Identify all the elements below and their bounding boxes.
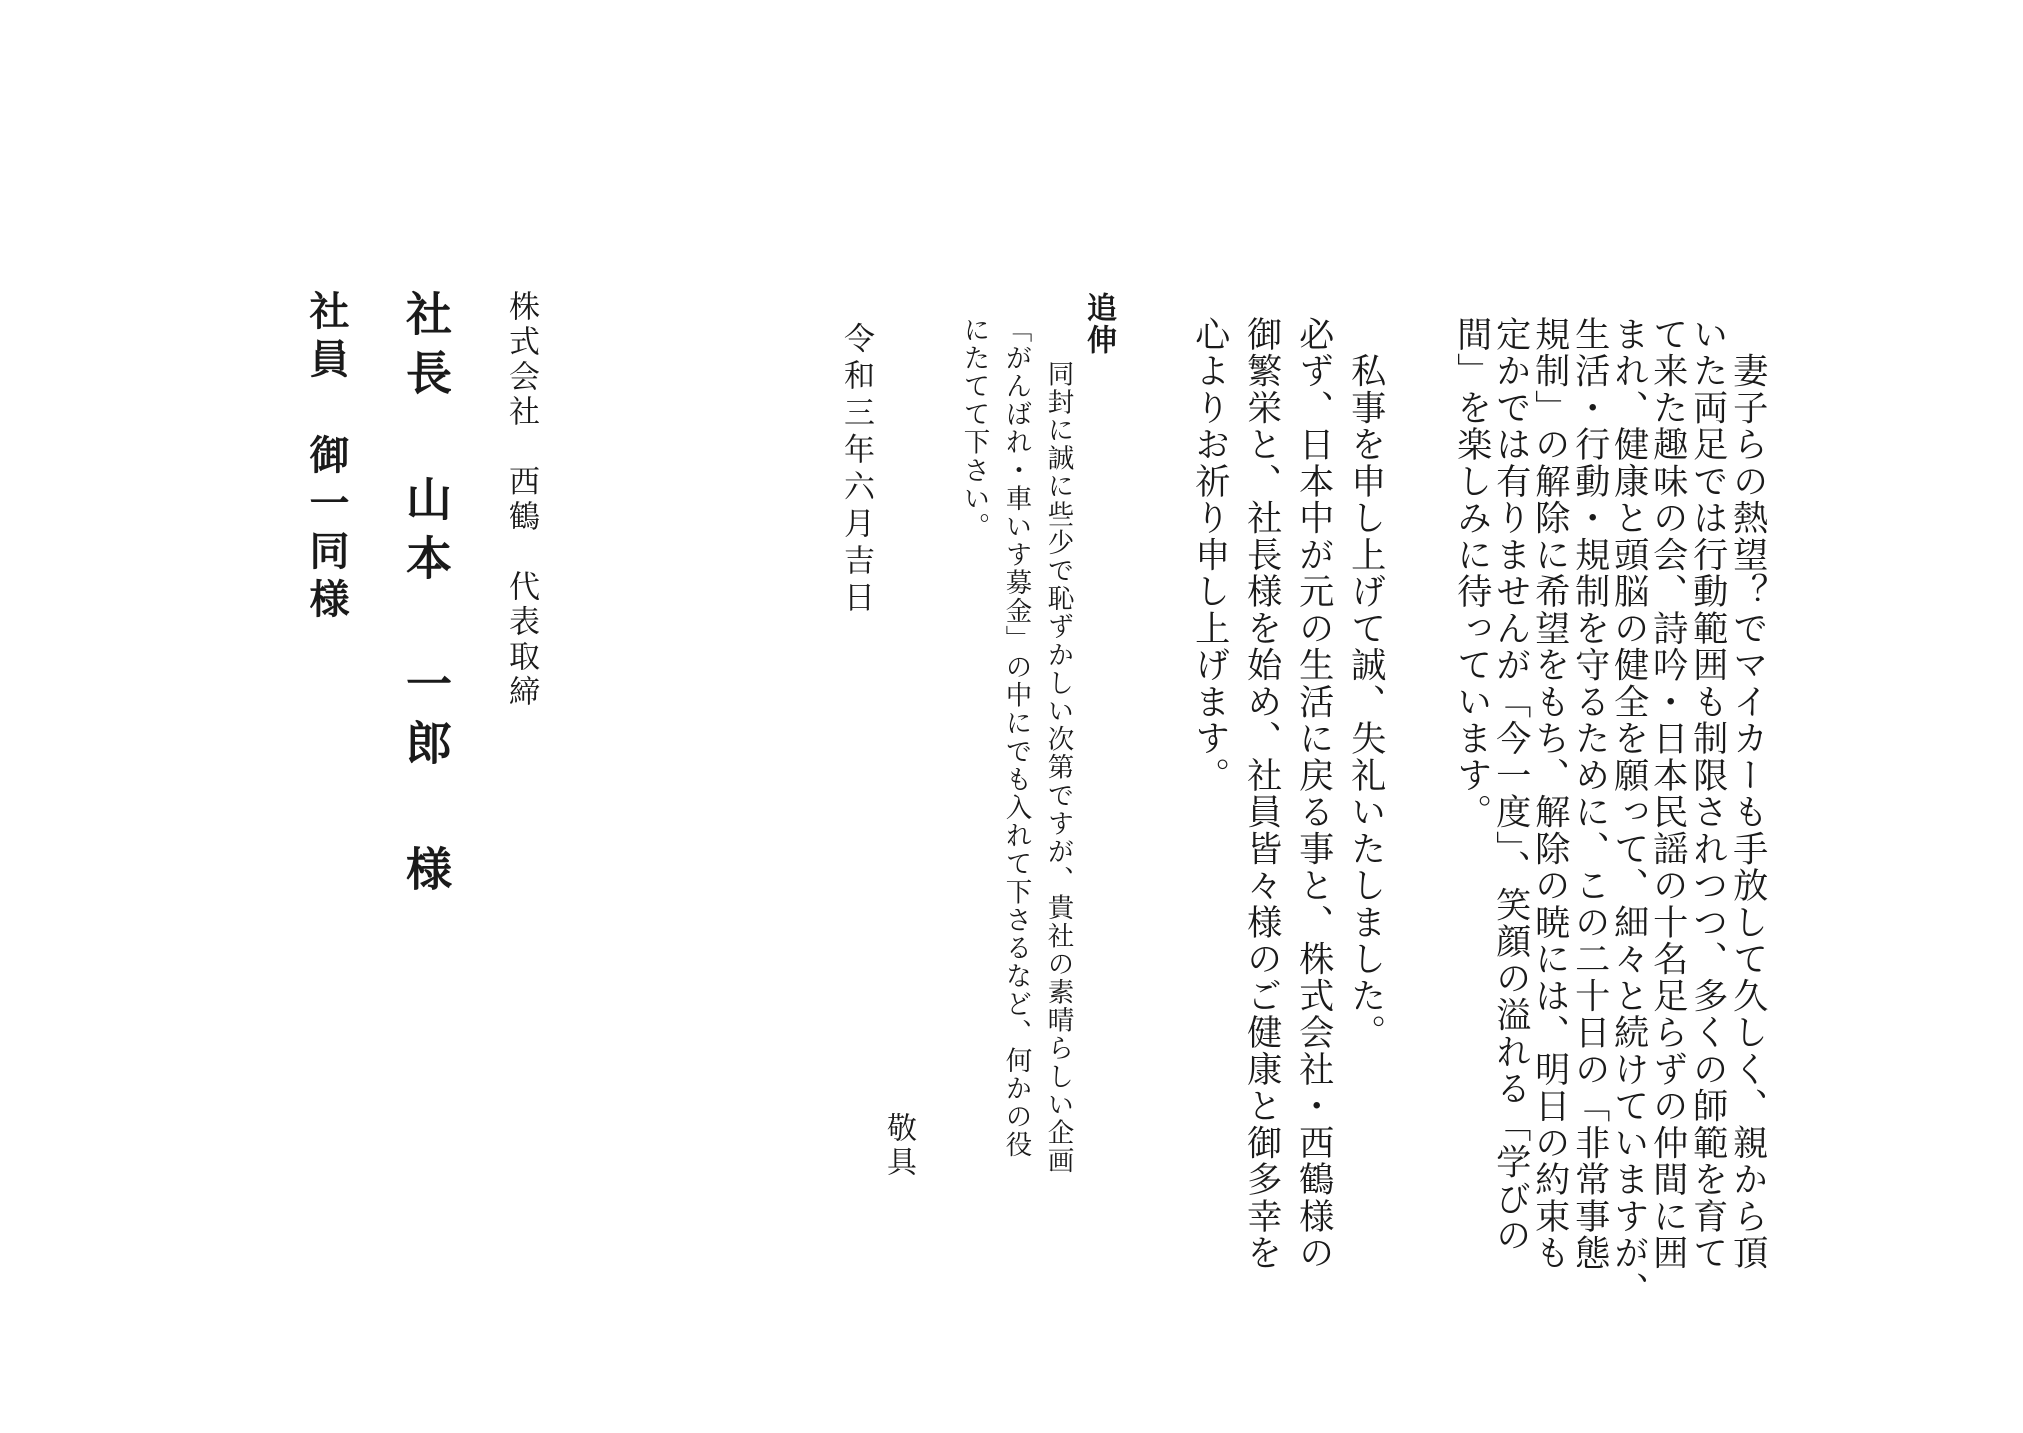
body-line-2: いた両足では行動範囲も制限されつつ、多くの師範を育て [1687,316,1729,1272]
postscript-line-1: 同封に誠に些少で恥ずかしい次第ですが、貴社の素晴らしい企画 [1042,360,1074,1175]
postscript-line-3: にたてて下さい。 [958,316,990,541]
closing-keigu: 敬具 [881,1112,916,1180]
recipient-staff: 社員 御一同様 [303,290,350,626]
postscript-line-2: 「がんばれ・車いす募金」の中にでも入れて下さるなど、何かの役 [1000,316,1032,1159]
body-line-9: 私事を申し上げて誠、失礼いたしました。 [1345,316,1387,1051]
body-line-1: 妻子らの熱望？でマイカーも手放して久しく、親から頂 [1727,316,1769,1272]
letter-date: 令和三年六月吉日 [838,322,874,618]
recipient-company: 株式会社 西鶴 代表取締 [503,290,539,710]
postscript-heading: 追伸 [1081,292,1116,356]
body-line-3: て来た趣味の会、詩吟・日本民謡の十名足らずの仲間に囲 [1647,316,1689,1272]
body-line-4: まれ、健康と頭脳の健全を願って、細々と続けていますが、 [1608,316,1650,1309]
body-line-7: 定かでは有りませんが「今一度」、笑顔の溢れる「学びの [1490,316,1532,1254]
body-line-12: 心よりお祈り申し上げます。 [1189,316,1231,794]
body-line-5: 生活・行動・規制を守るために、この二十日の「非常事態 [1569,316,1611,1272]
body-line-11: 御繁栄と、社長様を始め、社員皆々様のご健康と御多幸を [1241,316,1283,1272]
body-line-10: 必ず、日本中が元の生活に戻る事と、株式会社・西鶴様の [1293,316,1335,1272]
body-line-6: 規制」の解除に希望をもち、解除の暁には、明日の約束も [1529,316,1571,1272]
recipient-president: 社長 山本 一郎 様 [399,290,453,904]
body-line-8: 間」を楽しみに待っています。 [1451,316,1493,831]
